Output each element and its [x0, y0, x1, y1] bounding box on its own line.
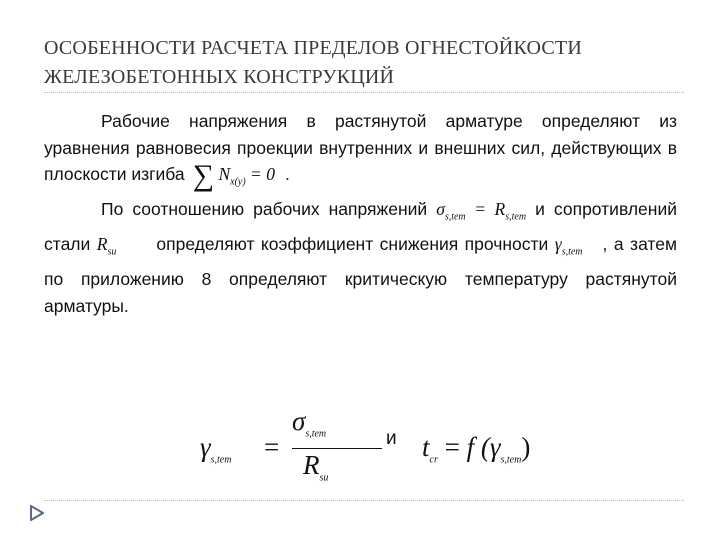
- title-divider: [44, 92, 684, 93]
- footer-divider: [44, 500, 684, 501]
- para2-text-3: определяют коэффициент снижения прочности: [156, 234, 549, 254]
- denominator-r: R: [303, 450, 320, 480]
- r-sub: s,tem: [505, 211, 527, 223]
- gamma-symbol: γ: [200, 432, 211, 462]
- triangle-arrow-icon: [30, 505, 44, 521]
- para1-end: .: [284, 164, 290, 184]
- gamma2-var: γ: [489, 432, 501, 462]
- title-line-1: ОСОБЕННОСТИ РАСЧЕТА ПРЕДЕЛОВ ОГНЕСТОЙКОСТИ: [44, 37, 582, 59]
- numerator-sub: s,tem: [305, 428, 327, 440]
- numerator-sigma: σ: [292, 406, 306, 436]
- gamma-var: γ: [554, 234, 562, 254]
- tcr-formula: [422, 432, 530, 465]
- title-line-2: ЖЕЛЕЗОБЕТОННЫХ КОНСТРУКЦИЙ: [44, 66, 395, 88]
- gamma-formula: [554, 234, 583, 258]
- sigma-ratio-formula: [436, 199, 527, 223]
- slide-title: [44, 34, 684, 92]
- equals-sign-2: =: [444, 432, 460, 462]
- sum-symbol: ∑: [192, 159, 215, 192]
- paragraph-1: [44, 108, 677, 196]
- t-sub: cr: [429, 454, 438, 466]
- fraction-numerator: [292, 406, 326, 439]
- body-text: [44, 108, 677, 319]
- denominator-sub: su: [319, 472, 329, 484]
- para2-text-2: и сопротивлений стали: [44, 199, 677, 254]
- gamma-lhs: [200, 432, 231, 465]
- equilibrium-formula: [192, 159, 275, 192]
- r-var: R: [494, 199, 506, 219]
- formula-sub-xy: x(y): [230, 176, 246, 188]
- equals-sign-1: =: [264, 432, 280, 462]
- conjunction-text: и: [386, 428, 397, 449]
- formula-var-n: N: [218, 164, 231, 184]
- formula-block: [200, 406, 600, 490]
- rsu-sub: su: [107, 246, 117, 258]
- gamma-lhs-sub: s,tem: [210, 454, 232, 466]
- rsu-formula: [96, 234, 117, 258]
- para1-text: Рабочие напряжения в растянутой арматуре определяют из уравнения равновесия проекции внутренних и внешних сил, действующих в плоскости изгиба: [44, 111, 677, 184]
- f-close: ): [521, 432, 531, 462]
- gamma-sub: s,tem: [561, 246, 583, 258]
- t-var: t: [422, 432, 430, 462]
- fraction-denominator: [303, 450, 328, 483]
- sigma-eq: =: [474, 199, 487, 219]
- sigma-sub: s,tem: [444, 211, 466, 223]
- f-open: f (: [466, 432, 490, 462]
- rsu-var: R: [96, 234, 108, 254]
- paragraph-2: [44, 196, 677, 319]
- fraction-bar: [292, 448, 382, 449]
- para2-text-1: По соотношению рабочих напряжений: [101, 199, 428, 219]
- formula-rest: = 0: [250, 164, 275, 184]
- gamma2-sub: s,tem: [500, 454, 522, 466]
- sigma-var: σ: [436, 199, 445, 219]
- para2-text-4: , а затем по приложению 8 определяют критическую температуру растянутой арматуры.: [44, 234, 677, 316]
